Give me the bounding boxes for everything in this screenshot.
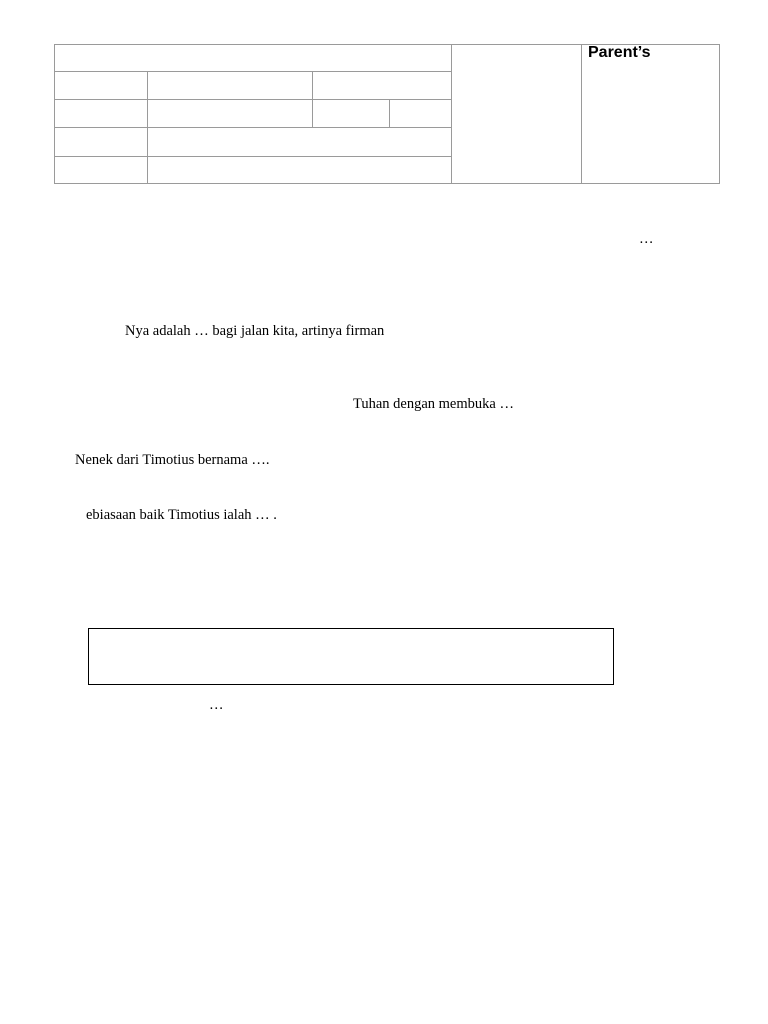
header-table xyxy=(54,44,720,184)
parents-signature-label: Parent’s xyxy=(588,44,651,61)
question-line-4: ebiasaan baik Timotius ialah … . xyxy=(86,507,277,523)
header-table-divider xyxy=(54,156,452,157)
header-table-divider xyxy=(54,71,452,72)
question-line-2: Tuhan dengan membuka … xyxy=(353,396,514,412)
ellipsis-below-box: … xyxy=(209,697,224,713)
header-table-divider xyxy=(451,44,452,184)
ellipsis-top-right: … xyxy=(639,231,654,247)
header-table-divider xyxy=(54,99,452,100)
header-table-divider xyxy=(312,71,313,127)
header-table-divider xyxy=(389,99,390,127)
header-table-divider xyxy=(147,71,148,184)
header-table-divider xyxy=(54,127,452,128)
question-line-1: Nya adalah … bagi jalan kita, artinya firman xyxy=(125,323,385,339)
question-line-3: Nenek dari Timotius bernama …. xyxy=(75,452,270,468)
answer-box xyxy=(88,628,614,685)
header-table-divider xyxy=(581,44,582,184)
